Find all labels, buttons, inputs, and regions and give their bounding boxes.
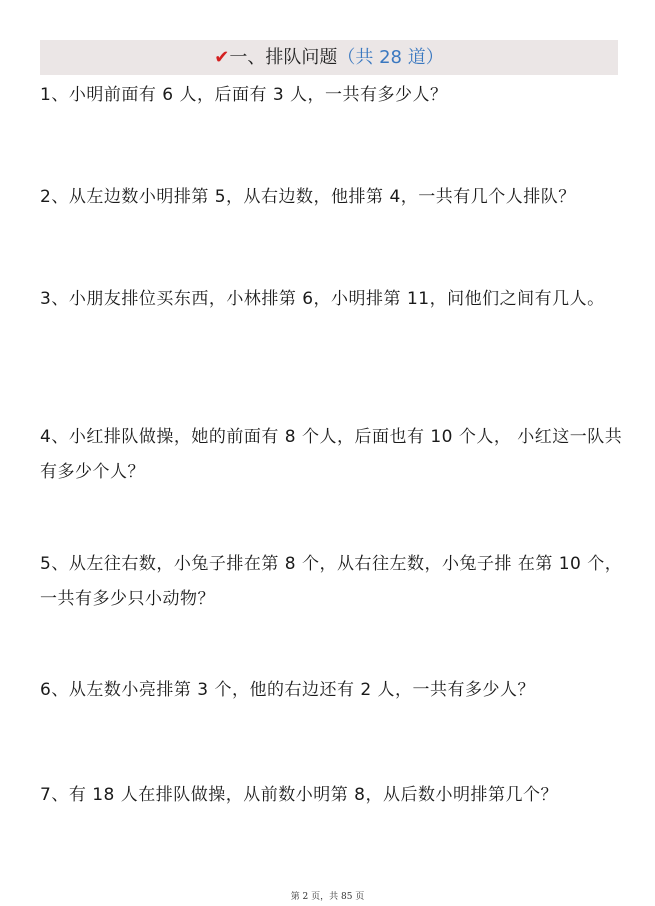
question-7: 7、有 18 人在排队做操，从前数小明第 8，从后数小明排第几个？: [40, 785, 558, 805]
question-3: 3、小朋友排位买东西，小林排第 6，小明排第 11，问他们之间有几人。: [40, 289, 605, 309]
checkmark-icon: ✔: [214, 47, 230, 68]
question-count: （共 28 道）: [337, 47, 444, 68]
page-footer: 第 2 页，共 85 页: [290, 892, 365, 902]
question-2: 2、从左边数小明排第 5，从右边数，他排第 4，一共有几个人排队？: [40, 187, 576, 207]
question-4: 4、小红排队做操，她的前面有 8 个人，后面也有 10 个人， 小红这一队共有多少个人？: [40, 427, 623, 482]
question-6: 6、从左数小亮排第 3 个，他的右边还有 2 人，一共有多少人？: [40, 680, 536, 700]
question-1: 1、小明前面有 6 人，后面有 3 人，一共有多少人？: [40, 85, 448, 105]
question-5: 5、从左往右数，小兔子排在第 8 个，从右往左数，小兔子排 在第 10 个，一共有多少只小动物？: [40, 554, 623, 609]
section-title-bar: [40, 40, 618, 75]
section-title: 一、排队问题: [229, 47, 338, 68]
